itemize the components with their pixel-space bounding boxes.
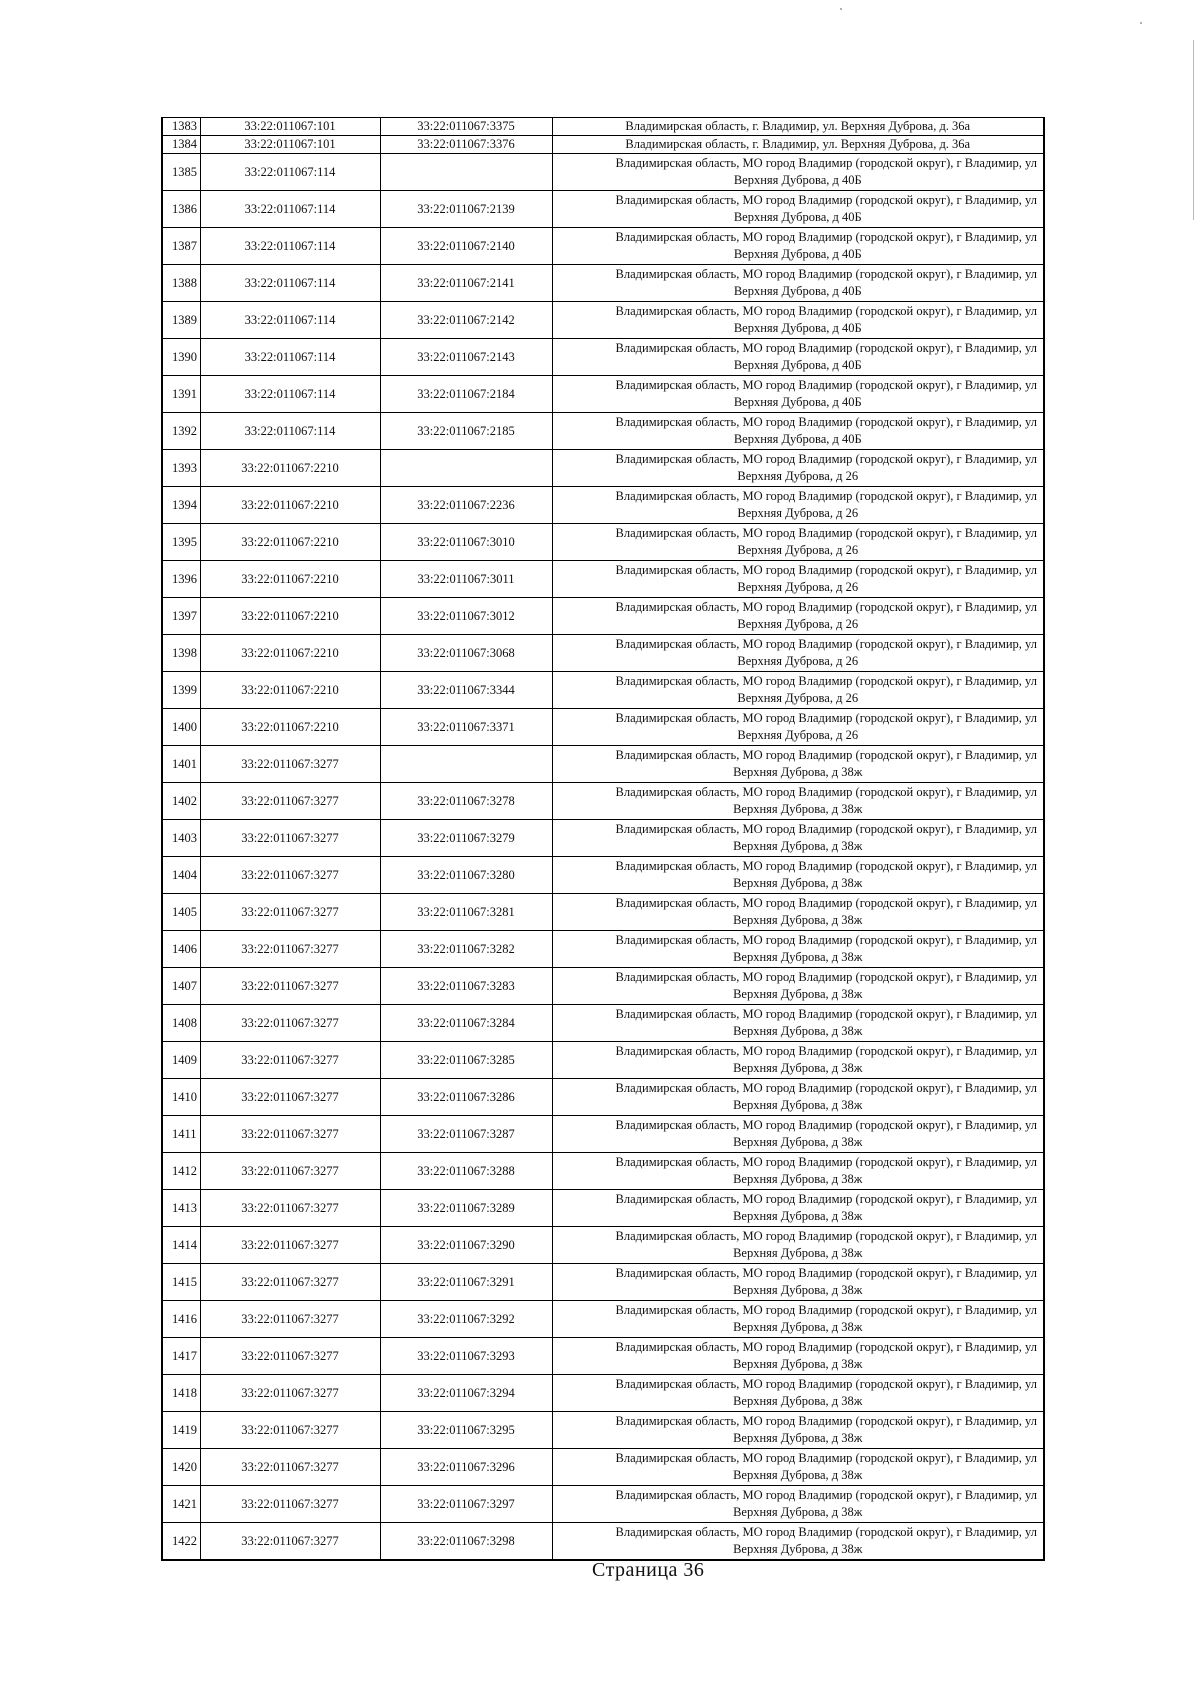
address-line-1: Владимирская область, г. Владимир, ул. Верхняя Дуброва, д. 36а	[625, 119, 971, 133]
table-row	[162, 820, 1044, 857]
address-line-2: Верхняя Дуброва, д 40Б	[733, 358, 862, 372]
parent-cadastral-number-cell: 33:22:011067:2210	[200, 672, 380, 709]
row-number-cell: 1418	[162, 1375, 200, 1412]
table-row	[162, 1042, 1044, 1079]
table-row	[162, 672, 1044, 709]
child-cadastral-number-cell: 33:22:011067:3010	[380, 524, 552, 561]
address-line-2: Верхняя Дуброва, д 38ж	[733, 1431, 863, 1445]
address-line-1: Владимирская область, МО город Владимир (городской округ), г Владимир, ул	[615, 896, 1037, 910]
address-cell	[552, 1153, 1044, 1190]
child-cadastral-number-cell: 33:22:011067:2143	[380, 339, 552, 376]
address-cell	[552, 1523, 1044, 1561]
address-line-1: Владимирская область, МО город Владимир (городской округ), г Владимир, ул	[615, 748, 1037, 762]
address-line-1: Владимирская область, МО город Владимир (городской округ), г Владимир, ул	[615, 341, 1037, 355]
address-cell	[552, 561, 1044, 598]
parent-cadastral-number-cell: 33:22:011067:114	[200, 376, 380, 413]
address-line-2: Верхняя Дуброва, д 26	[737, 691, 859, 705]
address-cell	[552, 931, 1044, 968]
table-row	[162, 524, 1044, 561]
address-line-2: Верхняя Дуброва, д 40Б	[733, 210, 862, 224]
address-line-1: Владимирская область, МО город Владимир (городской округ), г Владимир, ул	[615, 526, 1037, 540]
table-row	[162, 1190, 1044, 1227]
address-line-2: Верхняя Дуброва, д 38ж	[733, 1024, 863, 1038]
address-line-2: Верхняя Дуброва, д 38ж	[733, 1098, 863, 1112]
child-cadastral-number-cell: 33:22:011067:3284	[380, 1005, 552, 1042]
address-line-1: Владимирская область, МО город Владимир (городской округ), г Владимир, ул	[615, 452, 1037, 466]
address-cell	[552, 1227, 1044, 1264]
child-cadastral-number-cell: 33:22:011067:3344	[380, 672, 552, 709]
address-cell	[552, 1375, 1044, 1412]
address-cell	[552, 136, 1044, 154]
child-cadastral-number-cell: 33:22:011067:3293	[380, 1338, 552, 1375]
row-number-cell: 1400	[162, 709, 200, 746]
parent-cadastral-number-cell: 33:22:011067:3277	[200, 1042, 380, 1079]
address-cell	[552, 376, 1044, 413]
child-cadastral-number-cell: 33:22:011067:2142	[380, 302, 552, 339]
address-line-2: Верхняя Дуброва, д 40Б	[733, 321, 862, 335]
row-number-cell: 1402	[162, 783, 200, 820]
parent-cadastral-number-cell: 33:22:011067:2210	[200, 561, 380, 598]
row-number-cell: 1412	[162, 1153, 200, 1190]
parent-cadastral-number-cell: 33:22:011067:3277	[200, 820, 380, 857]
address-line-2: Верхняя Дуброва, д 38ж	[733, 839, 863, 853]
row-number-cell: 1394	[162, 487, 200, 524]
address-line-1: Владимирская область, МО город Владимир (городской округ), г Владимир, ул	[615, 156, 1037, 170]
address-cell	[552, 746, 1044, 783]
row-number-cell: 1415	[162, 1264, 200, 1301]
row-number-cell: 1397	[162, 598, 200, 635]
address-line-2: Верхняя Дуброва, д 38ж	[733, 765, 863, 779]
parent-cadastral-number-cell: 33:22:011067:114	[200, 302, 380, 339]
parent-cadastral-number-cell: 33:22:011067:3277	[200, 1523, 380, 1561]
parent-cadastral-number-cell: 33:22:011067:3277	[200, 1486, 380, 1523]
scan-dust-dot	[1140, 22, 1142, 24]
address-line-2: Верхняя Дуброва, д 38ж	[733, 1172, 863, 1186]
parent-cadastral-number-cell: 33:22:011067:2210	[200, 598, 380, 635]
table-row	[162, 931, 1044, 968]
child-cadastral-number-cell: 33:22:011067:3290	[380, 1227, 552, 1264]
row-number-cell: 1420	[162, 1449, 200, 1486]
row-number-cell: 1386	[162, 191, 200, 228]
table-row	[162, 1264, 1044, 1301]
address-cell	[552, 154, 1044, 191]
address-line-2: Верхняя Дуброва, д 38ж	[733, 950, 863, 964]
child-cadastral-number-cell: 33:22:011067:2184	[380, 376, 552, 413]
child-cadastral-number-cell: 33:22:011067:3068	[380, 635, 552, 672]
address-line-2: Верхняя Дуброва, д 26	[737, 469, 859, 483]
parent-cadastral-number-cell: 33:22:011067:3277	[200, 1449, 380, 1486]
address-cell	[552, 302, 1044, 339]
parent-cadastral-number-cell: 33:22:011067:3277	[200, 746, 380, 783]
row-number-cell: 1392	[162, 413, 200, 450]
address-line-1: Владимирская область, МО город Владимир (городской округ), г Владимир, ул	[615, 193, 1037, 207]
address-line-2: Верхняя Дуброва, д 38ж	[733, 1542, 863, 1556]
address-cell	[552, 265, 1044, 302]
child-cadastral-number-cell: 33:22:011067:3280	[380, 857, 552, 894]
parent-cadastral-number-cell: 33:22:011067:2210	[200, 709, 380, 746]
child-cadastral-number-cell: 33:22:011067:3012	[380, 598, 552, 635]
address-cell	[552, 450, 1044, 487]
child-cadastral-number-cell: 33:22:011067:3296	[380, 1449, 552, 1486]
address-line-2: Верхняя Дуброва, д 26	[737, 728, 859, 742]
address-line-1: Владимирская область, МО город Владимир (городской округ), г Владимир, ул	[615, 674, 1037, 688]
table-row	[162, 1005, 1044, 1042]
row-number-cell: 1414	[162, 1227, 200, 1264]
child-cadastral-number-cell: 33:22:011067:3281	[380, 894, 552, 931]
row-number-cell: 1385	[162, 154, 200, 191]
parent-cadastral-number-cell: 33:22:011067:114	[200, 228, 380, 265]
table-row	[162, 783, 1044, 820]
address-line-2: Верхняя Дуброва, д 38ж	[733, 802, 863, 816]
address-cell	[552, 1412, 1044, 1449]
address-line-1: Владимирская область, МО город Владимир (городской округ), г Владимир, ул	[615, 933, 1037, 947]
table-row	[162, 1079, 1044, 1116]
address-line-2: Верхняя Дуброва, д 38ж	[733, 1468, 863, 1482]
address-line-1: Владимирская область, МО город Владимир (городской округ), г Владимир, ул	[615, 1525, 1037, 1539]
row-number-cell: 1387	[162, 228, 200, 265]
address-line-2: Верхняя Дуброва, д 38ж	[733, 913, 863, 927]
address-cell	[552, 635, 1044, 672]
parent-cadastral-number-cell: 33:22:011067:114	[200, 191, 380, 228]
address-line-1: Владимирская область, МО город Владимир (городской округ), г Владимир, ул	[615, 230, 1037, 244]
address-line-1: Владимирская область, МО город Владимир (городской округ), г Владимир, ул	[615, 859, 1037, 873]
parent-cadastral-number-cell: 33:22:011067:3277	[200, 1116, 380, 1153]
address-line-1: Владимирская область, МО город Владимир (городской округ), г Владимир, ул	[615, 1340, 1037, 1354]
address-line-2: Верхняя Дуброва, д 26	[737, 654, 859, 668]
parent-cadastral-number-cell: 33:22:011067:3277	[200, 1264, 380, 1301]
row-number-cell: 1390	[162, 339, 200, 376]
table-row	[162, 857, 1044, 894]
table-row	[162, 1523, 1044, 1561]
address-line-1: Владимирская область, МО город Владимир (городской округ), г Владимир, ул	[615, 1266, 1037, 1280]
address-line-2: Верхняя Дуброва, д 40Б	[733, 395, 862, 409]
table-row	[162, 228, 1044, 265]
child-cadastral-number-cell: 33:22:011067:3285	[380, 1042, 552, 1079]
parent-cadastral-number-cell: 33:22:011067:3277	[200, 1375, 380, 1412]
address-line-1: Владимирская область, МО город Владимир (городской округ), г Владимир, ул	[615, 489, 1037, 503]
row-number-cell: 1384	[162, 136, 200, 154]
parent-cadastral-number-cell: 33:22:011067:3277	[200, 857, 380, 894]
child-cadastral-number-cell: 33:22:011067:2140	[380, 228, 552, 265]
address-line-1: Владимирская область, МО город Владимир (городской округ), г Владимир, ул	[615, 637, 1037, 651]
address-line-1: Владимирская область, МО город Владимир (городской округ), г Владимир, ул	[615, 1007, 1037, 1021]
address-line-2: Верхняя Дуброва, д 40Б	[733, 284, 862, 298]
address-line-2: Верхняя Дуброва, д 38ж	[733, 1135, 863, 1149]
address-cell	[552, 1486, 1044, 1523]
table-row	[162, 339, 1044, 376]
parent-cadastral-number-cell: 33:22:011067:3277	[200, 1412, 380, 1449]
child-cadastral-number-cell: 33:22:011067:3295	[380, 1412, 552, 1449]
address-line-2: Верхняя Дуброва, д 40Б	[733, 247, 862, 261]
address-cell	[552, 783, 1044, 820]
row-number-cell: 1406	[162, 931, 200, 968]
address-line-2: Верхняя Дуброва, д 26	[737, 543, 859, 557]
address-cell	[552, 228, 1044, 265]
address-line-2: Верхняя Дуброва, д 38ж	[733, 1209, 863, 1223]
address-line-1: Владимирская область, МО город Владимир (городской округ), г Владимир, ул	[615, 267, 1037, 281]
parent-cadastral-number-cell: 33:22:011067:3277	[200, 968, 380, 1005]
address-line-2: Верхняя Дуброва, д 38ж	[733, 1357, 863, 1371]
cadastral-table	[161, 117, 1045, 1561]
row-number-cell: 1417	[162, 1338, 200, 1375]
address-line-2: Верхняя Дуброва, д 38ж	[733, 1320, 863, 1334]
row-number-cell: 1404	[162, 857, 200, 894]
table-row	[162, 635, 1044, 672]
address-cell	[552, 672, 1044, 709]
address-cell	[552, 1264, 1044, 1301]
address-line-1: Владимирская область, МО город Владимир (городской округ), г Владимир, ул	[615, 1229, 1037, 1243]
table-row	[162, 709, 1044, 746]
row-number-cell: 1409	[162, 1042, 200, 1079]
row-number-cell: 1407	[162, 968, 200, 1005]
address-cell	[552, 820, 1044, 857]
child-cadastral-number-cell: 33:22:011067:3288	[380, 1153, 552, 1190]
row-number-cell: 1408	[162, 1005, 200, 1042]
address-cell	[552, 487, 1044, 524]
parent-cadastral-number-cell: 33:22:011067:3277	[200, 1338, 380, 1375]
table-row	[162, 487, 1044, 524]
table-row	[162, 598, 1044, 635]
table-row	[162, 1338, 1044, 1375]
parent-cadastral-number-cell: 33:22:011067:114	[200, 413, 380, 450]
address-line-1: Владимирская область, МО город Владимир (городской округ), г Владимир, ул	[615, 822, 1037, 836]
address-line-2: Верхняя Дуброва, д 26	[737, 506, 859, 520]
table-row	[162, 561, 1044, 598]
row-number-cell: 1413	[162, 1190, 200, 1227]
address-line-2: Верхняя Дуброва, д 38ж	[733, 1246, 863, 1260]
parent-cadastral-number-cell: 33:22:011067:3277	[200, 931, 380, 968]
child-cadastral-number-cell: 33:22:011067:3294	[380, 1375, 552, 1412]
table-row	[162, 1449, 1044, 1486]
address-line-2: Верхняя Дуброва, д 38ж	[733, 1061, 863, 1075]
row-number-cell: 1399	[162, 672, 200, 709]
address-cell	[552, 1005, 1044, 1042]
table-body	[162, 118, 1044, 1561]
address-line-1: Владимирская область, МО город Владимир (городской округ), г Владимир, ул	[615, 1414, 1037, 1428]
table-row	[162, 1301, 1044, 1338]
child-cadastral-number-cell: 33:22:011067:2236	[380, 487, 552, 524]
row-number-cell: 1403	[162, 820, 200, 857]
address-cell	[552, 524, 1044, 561]
parent-cadastral-number-cell: 33:22:011067:114	[200, 265, 380, 302]
parent-cadastral-number-cell: 33:22:011067:114	[200, 154, 380, 191]
table-row	[162, 136, 1044, 154]
scan-edge-mark	[1193, 40, 1194, 220]
row-number-cell: 1389	[162, 302, 200, 339]
table-row	[162, 894, 1044, 931]
address-cell	[552, 1079, 1044, 1116]
address-line-1: Владимирская область, МО город Владимир (городской округ), г Владимир, ул	[615, 1118, 1037, 1132]
parent-cadastral-number-cell: 33:22:011067:101	[200, 136, 380, 154]
child-cadastral-number-cell: 33:22:011067:3289	[380, 1190, 552, 1227]
address-line-1: Владимирская область, МО город Владимир (городской округ), г Владимир, ул	[615, 711, 1037, 725]
child-cadastral-number-cell: 33:22:011067:3282	[380, 931, 552, 968]
child-cadastral-number-cell: 33:22:011067:3279	[380, 820, 552, 857]
parent-cadastral-number-cell: 33:22:011067:3277	[200, 783, 380, 820]
table-row	[162, 450, 1044, 487]
address-line-1: Владимирская область, МО город Владимир (городской округ), г Владимир, ул	[615, 600, 1037, 614]
row-number-cell: 1393	[162, 450, 200, 487]
child-cadastral-number-cell: 33:22:011067:2185	[380, 413, 552, 450]
address-line-1: Владимирская область, МО город Владимир (городской округ), г Владимир, ул	[615, 304, 1037, 318]
row-number-cell: 1395	[162, 524, 200, 561]
address-line-1: Владимирская область, МО город Владимир (городской округ), г Владимир, ул	[615, 1451, 1037, 1465]
address-cell	[552, 1338, 1044, 1375]
parent-cadastral-number-cell: 33:22:011067:2210	[200, 635, 380, 672]
scan-dust-dot	[840, 8, 842, 10]
table-row	[162, 191, 1044, 228]
child-cadastral-number-cell	[380, 154, 552, 191]
child-cadastral-number-cell: 33:22:011067:3287	[380, 1116, 552, 1153]
address-line-2: Верхняя Дуброва, д 38ж	[733, 1394, 863, 1408]
table-row	[162, 302, 1044, 339]
address-line-2: Верхняя Дуброва, д 38ж	[733, 987, 863, 1001]
address-line-1: Владимирская область, г. Владимир, ул. Верхняя Дуброва, д. 36а	[625, 137, 971, 151]
address-line-2: Верхняя Дуброва, д 38ж	[733, 876, 863, 890]
address-line-1: Владимирская область, МО город Владимир (городской округ), г Владимир, ул	[615, 1081, 1037, 1095]
child-cadastral-number-cell: 33:22:011067:3286	[380, 1079, 552, 1116]
row-number-cell: 1398	[162, 635, 200, 672]
address-line-2: Верхняя Дуброва, д 40Б	[733, 432, 862, 446]
table-row	[162, 118, 1044, 136]
child-cadastral-number-cell: 33:22:011067:3278	[380, 783, 552, 820]
table-row	[162, 968, 1044, 1005]
child-cadastral-number-cell: 33:22:011067:2141	[380, 265, 552, 302]
address-line-2: Верхняя Дуброва, д 38ж	[733, 1505, 863, 1519]
parent-cadastral-number-cell: 33:22:011067:3277	[200, 1227, 380, 1264]
row-number-cell: 1401	[162, 746, 200, 783]
address-cell	[552, 857, 1044, 894]
address-cell	[552, 413, 1044, 450]
address-line-2: Верхняя Дуброва, д 38ж	[733, 1283, 863, 1297]
child-cadastral-number-cell: 33:22:011067:3371	[380, 709, 552, 746]
table-row	[162, 413, 1044, 450]
parent-cadastral-number-cell: 33:22:011067:3277	[200, 1153, 380, 1190]
address-line-1: Владимирская область, МО город Владимир (городской округ), г Владимир, ул	[615, 415, 1037, 429]
row-number-cell: 1396	[162, 561, 200, 598]
table-row	[162, 1116, 1044, 1153]
address-cell	[552, 339, 1044, 376]
address-line-1: Владимирская область, МО город Владимир (городской округ), г Владимир, ул	[615, 1044, 1037, 1058]
table-row	[162, 154, 1044, 191]
address-cell	[552, 1190, 1044, 1227]
parent-cadastral-number-cell: 33:22:011067:3277	[200, 894, 380, 931]
child-cadastral-number-cell	[380, 746, 552, 783]
child-cadastral-number-cell: 33:22:011067:3376	[380, 136, 552, 154]
table-row	[162, 376, 1044, 413]
address-line-1: Владимирская область, МО город Владимир (городской округ), г Владимир, ул	[615, 563, 1037, 577]
parent-cadastral-number-cell: 33:22:011067:2210	[200, 487, 380, 524]
address-cell	[552, 191, 1044, 228]
address-line-1: Владимирская область, МО город Владимир (городской округ), г Владимир, ул	[615, 1377, 1037, 1391]
row-number-cell: 1419	[162, 1412, 200, 1449]
address-cell	[552, 709, 1044, 746]
table-row	[162, 265, 1044, 302]
row-number-cell: 1383	[162, 118, 200, 136]
child-cadastral-number-cell: 33:22:011067:3297	[380, 1486, 552, 1523]
table-row	[162, 1486, 1044, 1523]
address-line-1: Владимирская область, МО город Владимир (городской округ), г Владимир, ул	[615, 1488, 1037, 1502]
child-cadastral-number-cell: 33:22:011067:3375	[380, 118, 552, 136]
child-cadastral-number-cell	[380, 450, 552, 487]
address-cell	[552, 968, 1044, 1005]
address-cell	[552, 1449, 1044, 1486]
parent-cadastral-number-cell: 33:22:011067:2210	[200, 524, 380, 561]
row-number-cell: 1411	[162, 1116, 200, 1153]
table-row	[162, 1412, 1044, 1449]
address-line-1: Владимирская область, МО город Владимир (городской округ), г Владимир, ул	[615, 1192, 1037, 1206]
row-number-cell: 1410	[162, 1079, 200, 1116]
address-line-2: Верхняя Дуброва, д 40Б	[733, 173, 862, 187]
row-number-cell: 1416	[162, 1301, 200, 1338]
address-cell	[552, 118, 1044, 136]
address-cell	[552, 1042, 1044, 1079]
parent-cadastral-number-cell: 33:22:011067:2210	[200, 450, 380, 487]
address-line-1: Владимирская область, МО город Владимир (городской округ), г Владимир, ул	[615, 970, 1037, 984]
parent-cadastral-number-cell: 33:22:011067:3277	[200, 1190, 380, 1227]
row-number-cell: 1422	[162, 1523, 200, 1561]
row-number-cell: 1405	[162, 894, 200, 931]
child-cadastral-number-cell: 33:22:011067:3298	[380, 1523, 552, 1561]
parent-cadastral-number-cell: 33:22:011067:114	[200, 339, 380, 376]
row-number-cell: 1388	[162, 265, 200, 302]
address-cell	[552, 1116, 1044, 1153]
address-line-2: Верхняя Дуброва, д 26	[737, 580, 859, 594]
address-line-1: Владимирская область, МО город Владимир (городской округ), г Владимир, ул	[615, 1155, 1037, 1169]
page-number-label: Страница 36	[592, 1559, 705, 1581]
address-line-1: Владимирская область, МО город Владимир (городской округ), г Владимир, ул	[615, 378, 1037, 392]
address-line-2: Верхняя Дуброва, д 26	[737, 617, 859, 631]
child-cadastral-number-cell: 33:22:011067:3283	[380, 968, 552, 1005]
address-line-1: Владимирская область, МО город Владимир (городской округ), г Владимир, ул	[615, 1303, 1037, 1317]
address-cell	[552, 1301, 1044, 1338]
table-row	[162, 746, 1044, 783]
parent-cadastral-number-cell: 33:22:011067:3277	[200, 1005, 380, 1042]
table-row	[162, 1227, 1044, 1264]
address-line-1: Владимирская область, МО город Владимир (городской округ), г Владимир, ул	[615, 785, 1037, 799]
table-row	[162, 1375, 1044, 1412]
address-cell	[552, 598, 1044, 635]
table-row	[162, 1153, 1044, 1190]
child-cadastral-number-cell: 33:22:011067:3292	[380, 1301, 552, 1338]
parent-cadastral-number-cell: 33:22:011067:3277	[200, 1079, 380, 1116]
row-number-cell: 1421	[162, 1486, 200, 1523]
child-cadastral-number-cell: 33:22:011067:3291	[380, 1264, 552, 1301]
parent-cadastral-number-cell: 33:22:011067:3277	[200, 1301, 380, 1338]
row-number-cell: 1391	[162, 376, 200, 413]
child-cadastral-number-cell: 33:22:011067:2139	[380, 191, 552, 228]
child-cadastral-number-cell: 33:22:011067:3011	[380, 561, 552, 598]
address-cell	[552, 894, 1044, 931]
parent-cadastral-number-cell: 33:22:011067:101	[200, 118, 380, 136]
